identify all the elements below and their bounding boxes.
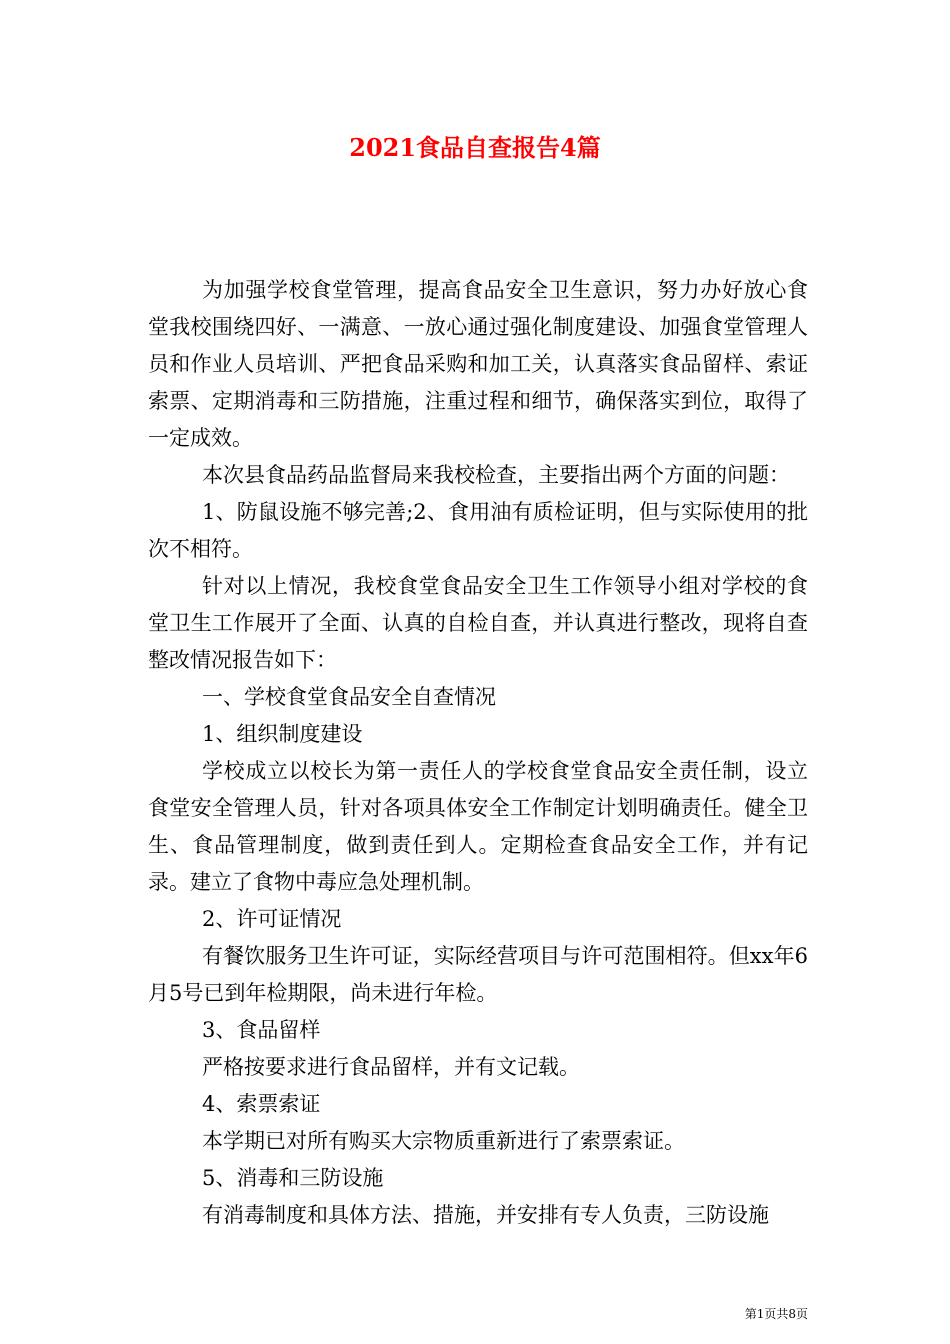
paragraph-receipts: 本学期已对所有购买大宗物质重新进行了索票索证。 [202, 1129, 685, 1153]
subheading-organization: 1、组织制度建设 [202, 722, 363, 746]
subheading-disinfection: 5、消毒和三防设施 [202, 1166, 384, 1190]
subheading-license: 2、许可证情况 [202, 907, 342, 931]
document-title: 2021食品自查报告4篇 [349, 133, 601, 162]
page-number-footer: 第1页共8页 [744, 1307, 808, 1321]
document-body [148, 272, 808, 1234]
paragraph-response: 针对以上情况，我校食堂食品安全卫生工作领导小组对学校的食堂卫生工作展开了全面、认真的自检自查，并认真进行整改，现将自查整改情况报告如下： [148, 574, 808, 672]
subheading-sample: 3、食品留样 [202, 1018, 321, 1042]
paragraph-issues: 1、防鼠设施不够完善;2、食用油有质检证明，但与实际使用的批次不相符。 [148, 500, 808, 561]
section-heading-1: 一、学校食堂食品安全自查情况 [202, 685, 496, 709]
paragraph-inspection: 本次县食品药品监督局来我校检查，主要指出两个方面的问题： [202, 463, 790, 487]
paragraph-sample: 严格按要求进行食品留样，并有文记载。 [202, 1055, 580, 1079]
paragraph-intro: 为加强学校食堂管理，提高食品安全卫生意识，努力办好放心食堂我校围绕四好、一满意、一放心通过强化制度建设、加强食堂管理人员和作业人员培训、严把食品采购和加工关，认真落实食品留样、索证索票、定期消毒和三防措施，注重过程和细节，确保落实到位，取得了一定成效。 [148, 278, 808, 450]
paragraph-disinfection: 有消毒制度和具体方法、措施，并安排有专人负责，三防设施 [202, 1203, 769, 1227]
paragraph-organization: 学校成立以校长为第一责任人的学校食堂食品安全责任制，设立食堂安全管理人员，针对各项具体安全工作制定计划明确责任。健全卫生、食品管理制度，做到责任到人。定期检查食品安全工作，并有记录。建立了食物中毒应急处理机制。 [148, 759, 808, 894]
paragraph-license: 有餐饮服务卫生许可证，实际经营项目与许可范围相符。但xx年6月5号已到年检期限，尚未进行年检。 [148, 944, 808, 1005]
subheading-receipts: 4、索票索证 [202, 1092, 321, 1116]
